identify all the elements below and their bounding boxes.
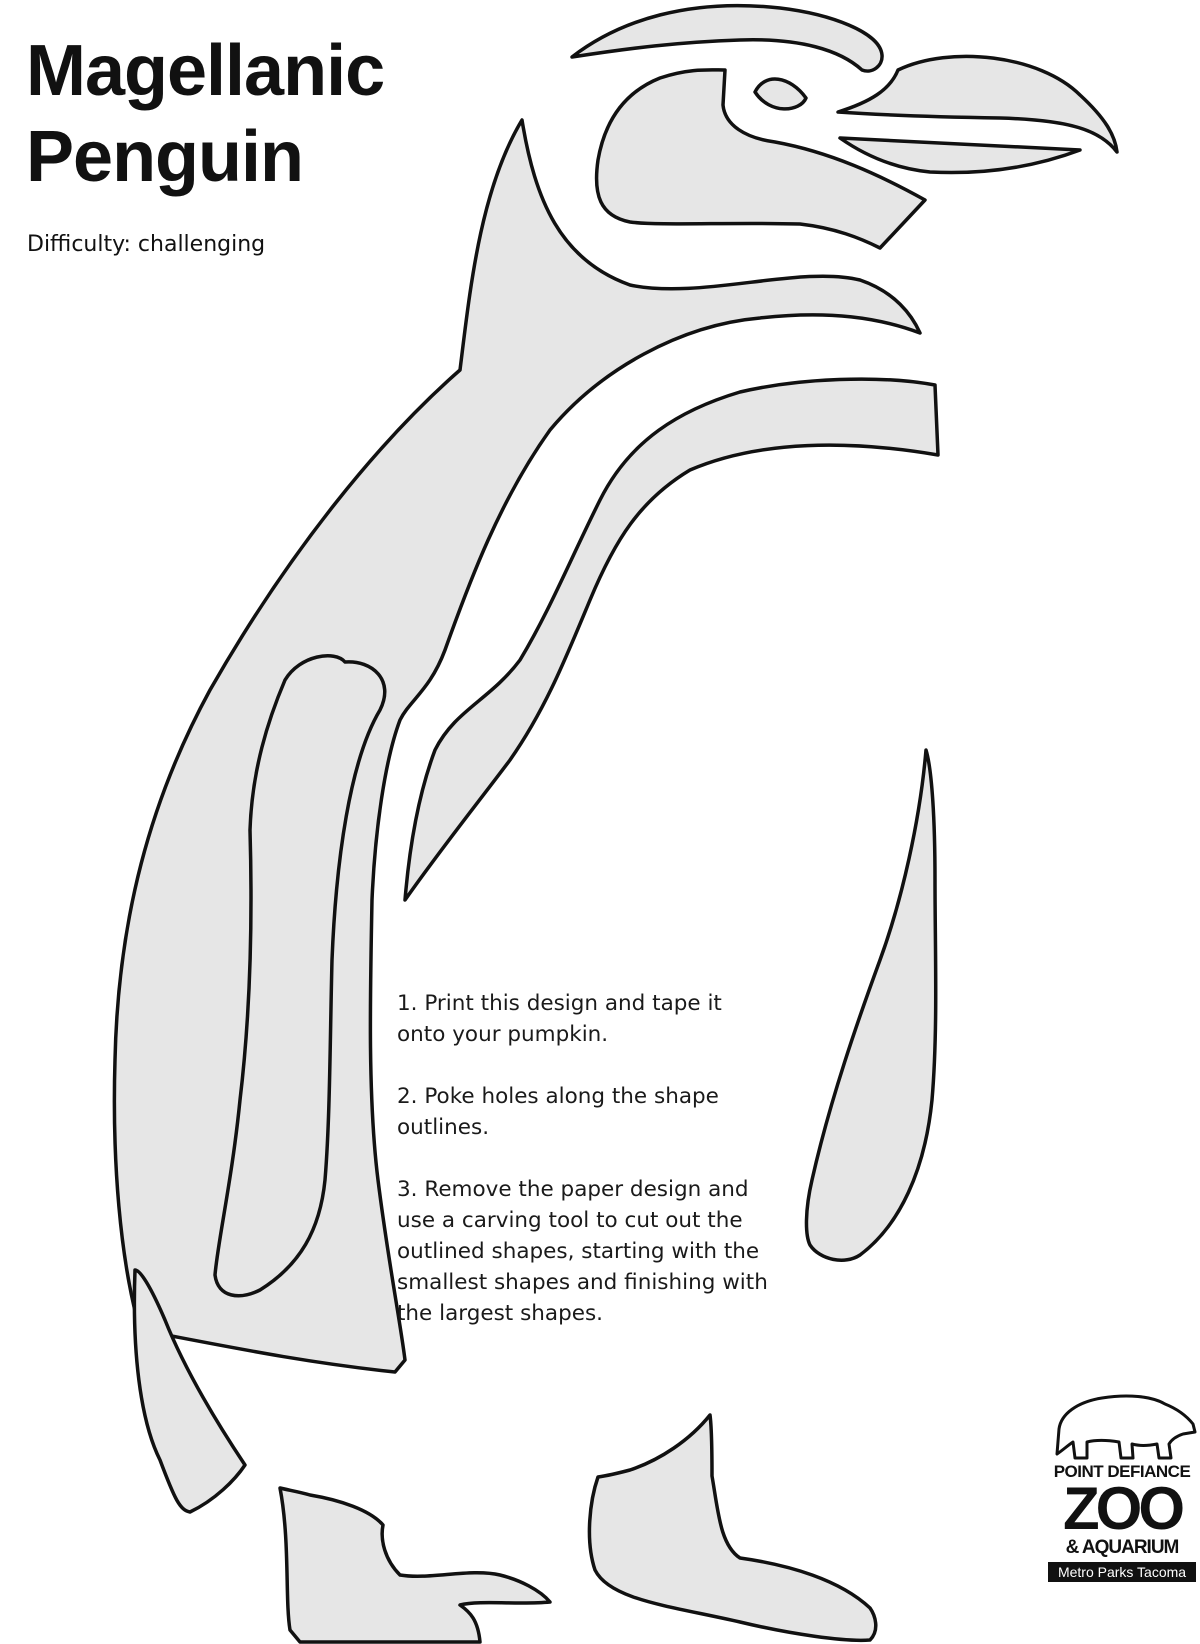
eye-shape <box>755 79 806 109</box>
head-crest-shape <box>572 6 882 71</box>
polar-bear-icon <box>1047 1384 1197 1462</box>
flipper-right-shape <box>806 750 935 1260</box>
title-line-2: Penguin <box>26 117 303 197</box>
logo-line-3: & AQUARIUM <box>1065 1537 1179 1558</box>
instruction-step-2: 2. Poke holes along the shape outlines. <box>397 1084 719 1140</box>
difficulty-label: Difficulty: challenging <box>27 232 266 257</box>
logo-line-2: ZOO <box>1063 1475 1181 1542</box>
instruction-step-1: 1. Print this design and tape it onto your pumpkin. <box>397 991 722 1047</box>
title-line-1: Magellanic <box>26 31 385 111</box>
foot-right-shape <box>589 1415 875 1640</box>
foot-left-shape <box>280 1488 550 1642</box>
beak-lower-shape <box>840 138 1080 173</box>
instructions <box>397 988 777 1360</box>
logo-line-4: Metro Parks Tacoma <box>1048 1562 1196 1582</box>
logo-line-1: POINT DEFIANCE <box>1053 1462 1191 1481</box>
beak-upper-shape <box>838 56 1117 152</box>
instruction-step-3: 3. Remove the paper design and use a carving tool to cut out the outlined shapes, starting with the smallest shapes and finishing with the largest shapes. <box>397 1177 768 1326</box>
zoo-logo <box>1044 1384 1200 1582</box>
